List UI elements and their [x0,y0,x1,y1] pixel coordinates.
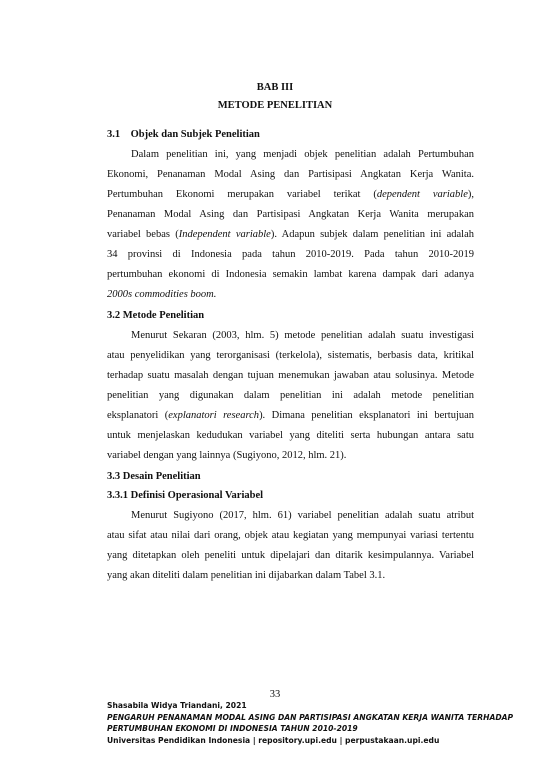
paragraph-line: 2000s commodities boom. [107,289,217,300]
paragraph-line: atau sifat atau nilai dari orang, objek atau kegiatan yang mempunyai variasi tertentu [107,530,474,541]
paragraph-line: Menurut Sekaran (2003, hlm. 5) metode penelitian adalah suatu investigasi [131,330,474,341]
paragraph-line: yang akan diteliti dalam penelitian ini dijabarkan dalam Tabel 3.1. [107,570,386,581]
paragraph-line: Menurut Sugiyono (2017, hlm. 61) variabel penelitian adalah suatu atribut [131,510,474,521]
paragraph-line: variabel bebas (Independent variable). Adapun subjek dalam penelitian ini adalah [107,229,474,240]
paragraph-line: pertumbuhan ekonomi di Indonesia semakin lambat karena dampak dari adanya [107,269,474,280]
paragraph-line: Penanaman Modal Asing dan Partisipasi Angkatan Kerja Wanita merupakan [107,209,474,220]
footer-title-line1: PENGARUH PENANAMAN MODAL ASING DAN PARTISIPASI ANGKATAN KERJA WANITA TERHADAP [107,713,514,722]
section-3-3-1-heading: 3.3.1 Definisi Operasional Variabel [107,490,264,501]
footer-institution: Universitas Pendidikan Indonesia | repository.upi.edu | perpustakaan.upi.edu [107,736,440,745]
paragraph-line: variabel dengan yang lainnya (Sugiyono, 2012, hlm. 21). [107,450,347,461]
section-3-2-heading: 3.2 Metode Penelitian [107,310,205,321]
chapter-number: BAB III [256,82,294,93]
paragraph-line: penelitian yang digunakan dalam penelitian ini adalah metode penelitian [107,390,474,401]
paragraph-line: 34 provinsi di Indonesia pada tahun 2010-2019. Pada tahun 2010-2019 [107,249,474,260]
paragraph-line: Ekonomi, Penanaman Modal Asing dan Partisipasi Angkatan Kerja Wanita. [107,169,474,180]
paragraph-line: eksplanatori (explanatori research). Dimana penelitian eksplanatori ini bertujuan [107,410,475,421]
paragraph-line: yang ditetapkan oleh peneliti untuk dipelajari dan ditarik kesimpulannya. Variabel [107,550,474,561]
paragraph-line: Pertumbuhan Ekonomi merupakan variabel terikat (dependent variable), [107,189,475,200]
paragraph-line: terhadap suatu masalah dengan tujuan menemukan jawaban atau solusinya. Metode [107,370,474,381]
paragraph-line: atau penyelidikan yang terorganisasi (terkelola), sistematis, berbasis data, kritikal [107,350,474,361]
section-3-3-heading: 3.3 Desain Penelitian [107,471,201,482]
paragraph-line: Dalam penelitian ini, yang menjadi objek penelitian adalah Pertumbuhan [131,149,474,160]
page-number: 33 [269,689,281,700]
footer-title-line2: PERTUMBUHAN EKONOMI DI INDONESIA TAHUN 2010-2019 [107,724,358,733]
section-3-1-heading: 3.1 Objek dan Subjek Penelitian [107,129,260,140]
chapter-title: METODE PENELITIAN [217,100,333,111]
paragraph-line: untuk menjelaskan kedudukan variabel yang diteliti serta hubungan antara satu [107,430,474,441]
footer-author: Shasabila Widya Triandani, 2021 [107,701,247,710]
